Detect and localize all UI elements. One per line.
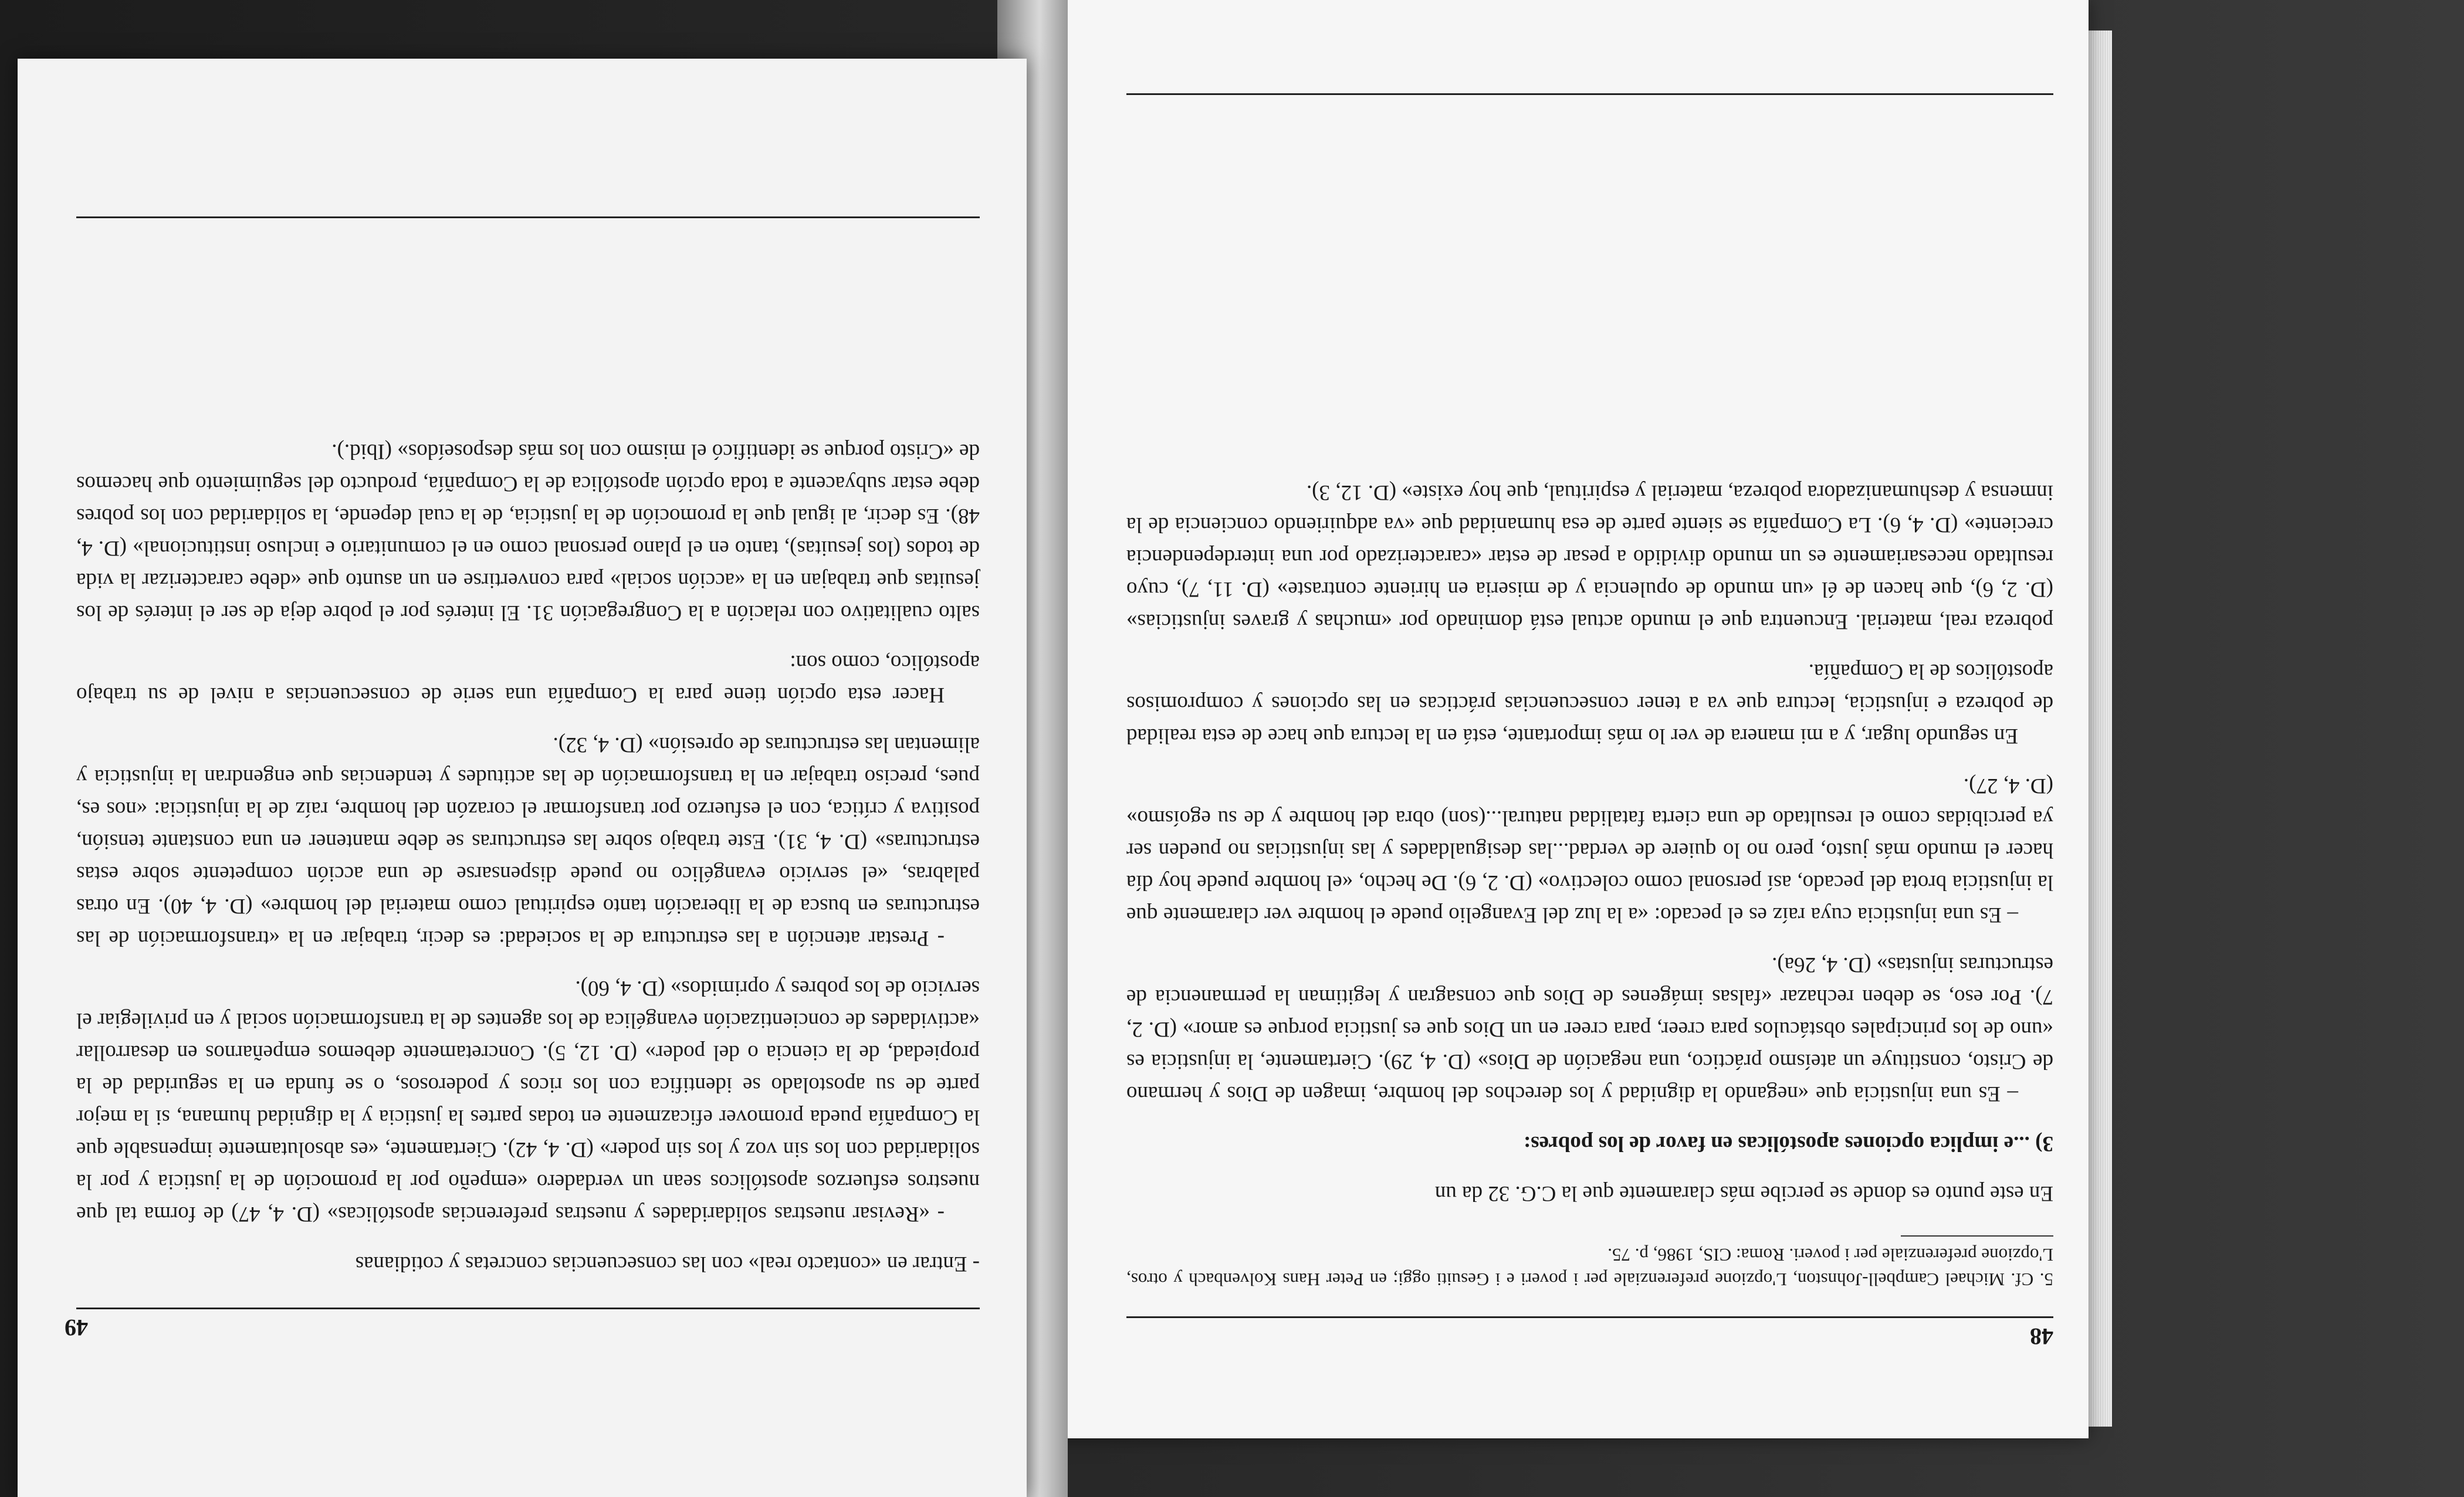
- paragraph: Hacer esta opción tiene para la Compañía una serie de consecuencias a nivel de su trabajo apostólico, como son:: [76, 651, 980, 707]
- footnote: 5. Cf. Michael Campbell-Johnston, L'opzione preferenziale per i poveri e i Gesuiti oggi; en Peter Hans Kolvenbach y otros, L'opzione preferenziale per i poveri. Roma: CIS, 1986, p. 75.: [1126, 1245, 2053, 1290]
- section-heading: 3) ...e implica opciones apostólicas en favor de los pobres:: [1523, 1132, 2053, 1156]
- paragraph: - «Revisar nuestras solidaridades y nuestras preferencias apostólicas» (D. 4, 47) de forma tal que nuestros esfuerzos apostólicos sean un verdadero «empeño por la promoción de la justicia y por la solidaridad con los sin voz y los sin poder» (D. 4, 42). Ciertamente, «es absolutamente impensable que la Compañía pueda promover eficazmente en todas partes la justicia y la dignidad humana, si la mejor parte de su apostolado se identifica con los ricos y poderosos, o se funda en la seguridad de la propiedad, de la ciencia o del poder» (D. 12, 5). Concretamente debemos empeñarnos en desarrollar «actividades de concientización evangélica de los agentes de la transformación social y en privilegiar el servicio de los pobres y oprimidos» (D. 4, 60).: [76, 976, 980, 1226]
- paragraph: – Es una injusticia cuya raíz es el pecado: «a la luz del Evangelio puede el hombre ver claramente que la injusticia brota del pecado, así personal como colectivo» (D. 2, 6). De hecho, «el hombre puede hoy día hacer el mundo más justo, pero no lo quiere de verdad...las desigualdades y las injusticias no pueden ser ya percibidas como el resultado de una cierta fatalidad natural...(son) obra del hombre y de su egoísmo» (D. 4, 27).: [1126, 774, 2053, 927]
- paragraph: – Es una injusticia que «negando la dignidad y los derechos del hombre, imagen de Dios y hermano de Cristo, constituye un ateísmo práctico, una negación de Dios» (D. 4, 29). Ciertamente, la injusticia es «uno de los principales obstáculos para creer, para creer en un Dios que es justicia porque es amor» (D. 2, 7). Por eso, se deben rechazar «falsas imágenes de Dios que consagran y legitiman la permanencia de estructuras injustas» (D. 4, 26a).: [1126, 953, 2053, 1106]
- paragraph: En segundo lugar, y a mi manera de ver lo más importante, está en la lectura que hace de esta realidad de pobreza e injusticia, lectura que va a tener consecuencias prácticas en las opciones y compromisos apostólicos de la Compañía.: [1126, 659, 2053, 748]
- paragraph: pobreza real, material. Encuentra que el mundo actual está dominado por «muchas y graves injusticias» (D. 2, 6), que hacen de él «un mundo de opulencia y de miseria en hiriente contraste» (D. 11, 7), cuyo resultado necesariamente es un mundo dividido a pesar de estar «caracterizado por una interdependencia creciente» (D. 4, 6). La Compañía se siente parte de esa humanidad que «va adquiriendo conciencia de la inmensa y deshumanizadora pobreza, material y espiritual, que hoy existe» (D. 12, 3).: [1126, 480, 2053, 634]
- page-number: 49: [65, 1315, 88, 1341]
- page-49: [18, 59, 1027, 1497]
- paragraph: En este punto es donde se percibe más claramente que la C.G. 32 da un: [1434, 1181, 2053, 1205]
- paragraph: salto cualitativo con relación a la Congregación 31. El interés por el pobre deja de ser el interés de los jesuitas que trabajan en la «acción social» para convertirse en un asunto que «debe caracterizar la vida de todos (los jesuitas), tanto en el plano personal como en el comunitario e incluso institucional» (D. 4, 48). Es decir, al igual que la promoción de la justicia, de la cual depende, la solidaridad con los pobres debe estar subyacente a toda opción apostólica de la Compañía, producto del seguimiento que hacemos de «Cristo porque se identificó el mismo con los más desposeídos» (Ibid.).: [76, 439, 980, 625]
- header-rule: [1126, 1316, 2053, 1318]
- footer-rule: [1126, 93, 2053, 95]
- page-number: 48: [2030, 1323, 2053, 1350]
- page-49-body: [76, 435, 980, 1280]
- page-48-body: [1126, 476, 2053, 1292]
- page-48: [1044, 0, 2089, 1438]
- paragraph: - Entrar en «contacto real» con las consecuencias concretas y cotidianas: [355, 1252, 980, 1276]
- header-rule: [76, 1308, 980, 1309]
- paragraph: - Prestar atención a las estructura de la sociedad: es decir, trabajar en la «transformación de las estructuras en busca de la liberación tanto espiritual como material del hombre» (D. 4, 40). En otras palabras, «el servicio evangélico no puede dispensarse de una acción competente sobre estas estructuras» (D. 4, 31). Este trabajo sobre las estructuras se debe mantener en una constante tensión, positiva y crítica, con el esfuerzo por transformar el corazón del hombre, raíz de la injusticia: «nos es, pues, preciso trabajar en la transformación de las actitudes y tendencias que engendran la injusticia y alimentan las estructuras de opresión» (D. 4, 32).: [76, 733, 980, 950]
- footnote-rule: [1901, 1235, 2053, 1237]
- footer-rule: [76, 216, 980, 218]
